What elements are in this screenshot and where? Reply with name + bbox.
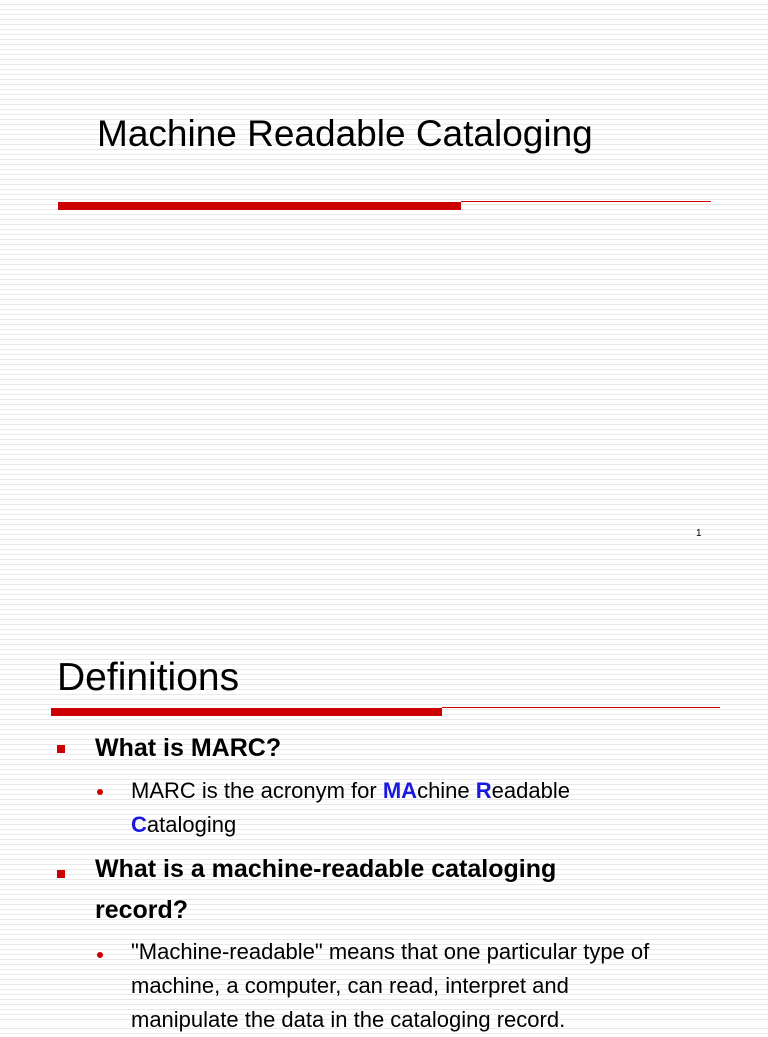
- dot-bullet-icon: [97, 789, 103, 795]
- answer-text: ataloging: [146, 812, 237, 837]
- acronym-letters-ma: MA: [382, 778, 418, 803]
- answer-record-line-2: machine, a computer, can read, interpret and: [131, 973, 569, 998]
- answer-text: MARC is the acronym for: [131, 778, 383, 803]
- page-number: 1: [696, 528, 702, 539]
- title-rule-thin: [442, 707, 720, 708]
- answer-record-line-1: "Machine-readable" means that one particular type of: [131, 939, 650, 964]
- title-rule-thick: [51, 708, 442, 716]
- question-what-is-marc: What is MARC?: [95, 734, 282, 762]
- square-bullet-icon: [57, 745, 65, 753]
- square-bullet-icon: [57, 870, 65, 878]
- answer-text: chine: [417, 778, 476, 803]
- answer-marc-line-2: [131, 808, 236, 842]
- dot-bullet-icon: [97, 952, 103, 958]
- answer-record-line-3: manipulate the data in the cataloging record.: [131, 1007, 566, 1032]
- question-record-line-1: What is a machine-readable cataloging: [95, 855, 557, 883]
- slide-2: [0, 600, 768, 1032]
- question-record-line-2: record?: [95, 896, 189, 924]
- title-rule-thin: [461, 201, 711, 202]
- answer-text: eadable: [491, 778, 570, 803]
- acronym-letter-c: C: [131, 812, 147, 837]
- acronym-letter-r: R: [475, 778, 492, 803]
- answer-marc-line-1: [131, 774, 570, 808]
- title-rule-thick: [58, 202, 461, 210]
- slide-title: Machine Readable Cataloging: [97, 113, 593, 154]
- slide-title: Definitions: [57, 656, 240, 699]
